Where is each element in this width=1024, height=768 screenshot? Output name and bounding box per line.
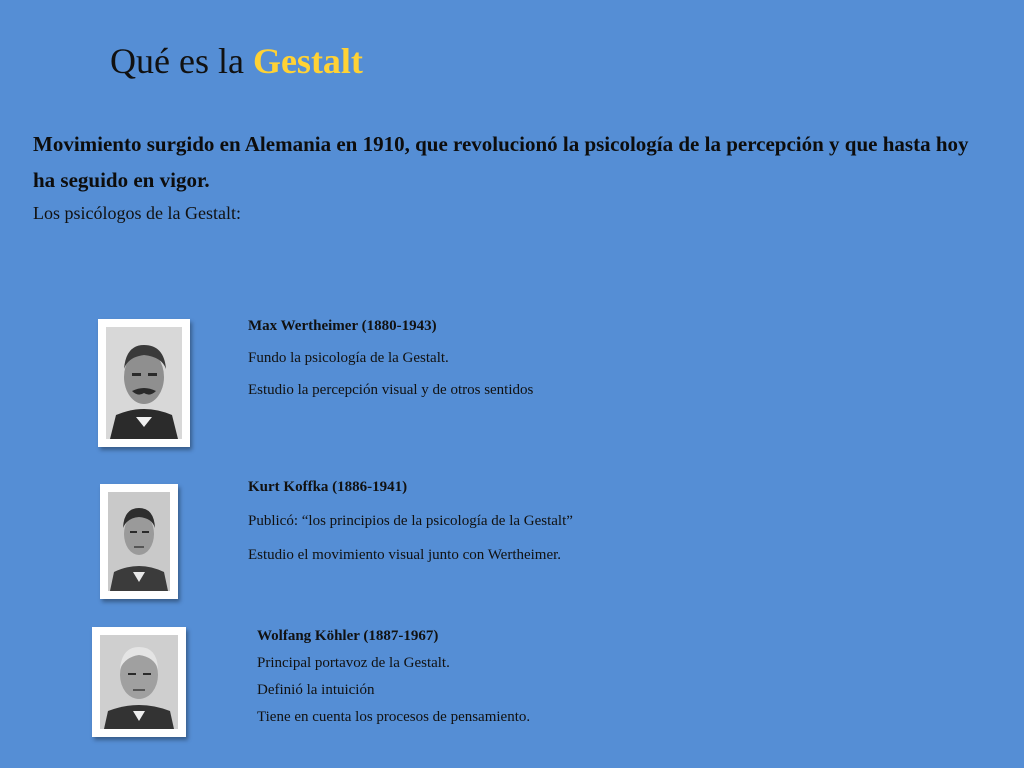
bio-line: Principal portavoz de la Gestalt. xyxy=(257,655,450,671)
portrait-photo-koffka xyxy=(100,484,178,599)
portrait-photo-wertheimer xyxy=(98,319,190,447)
title-prefix: Qué es la xyxy=(110,41,244,81)
bio-line: Fundo la psicología de la Gestalt. xyxy=(248,350,449,366)
bio-line: Estudio el movimiento visual junto con Wertheimer. xyxy=(248,547,562,563)
bio-wertheimer xyxy=(248,310,533,406)
title-highlight: Gestalt xyxy=(252,41,363,81)
bio-name: Max Wertheimer (1880-1943) xyxy=(248,318,437,334)
portrait-image xyxy=(106,327,182,439)
bio-line: Definió la intuición xyxy=(257,682,375,698)
bio-line: Estudio la percepción visual y de otros sentidos xyxy=(248,382,534,398)
slide-title xyxy=(110,40,363,82)
portrait-image xyxy=(108,492,170,591)
bio-name: Wolfang Köhler (1887-1967) xyxy=(257,628,439,644)
bio-kohler xyxy=(257,623,530,731)
intro-text: Movimiento surgido en Alemania en 1910, que revolucionó la psicología de la percepción y que hasta hoy ha seguido en vigor. xyxy=(33,132,969,192)
bio-line: Publicó: “los principios de la psicología de la Gestalt” xyxy=(248,513,573,529)
subintro-text: Los psicólogos de la Gestalt: xyxy=(33,203,241,223)
bio-name: Kurt Koffka (1886-1941) xyxy=(248,479,408,495)
bio-line: Tiene en cuenta los procesos de pensamiento. xyxy=(257,709,531,725)
bio-koffka xyxy=(248,470,573,572)
portrait-photo-kohler xyxy=(92,627,186,737)
portrait-image xyxy=(100,635,178,729)
